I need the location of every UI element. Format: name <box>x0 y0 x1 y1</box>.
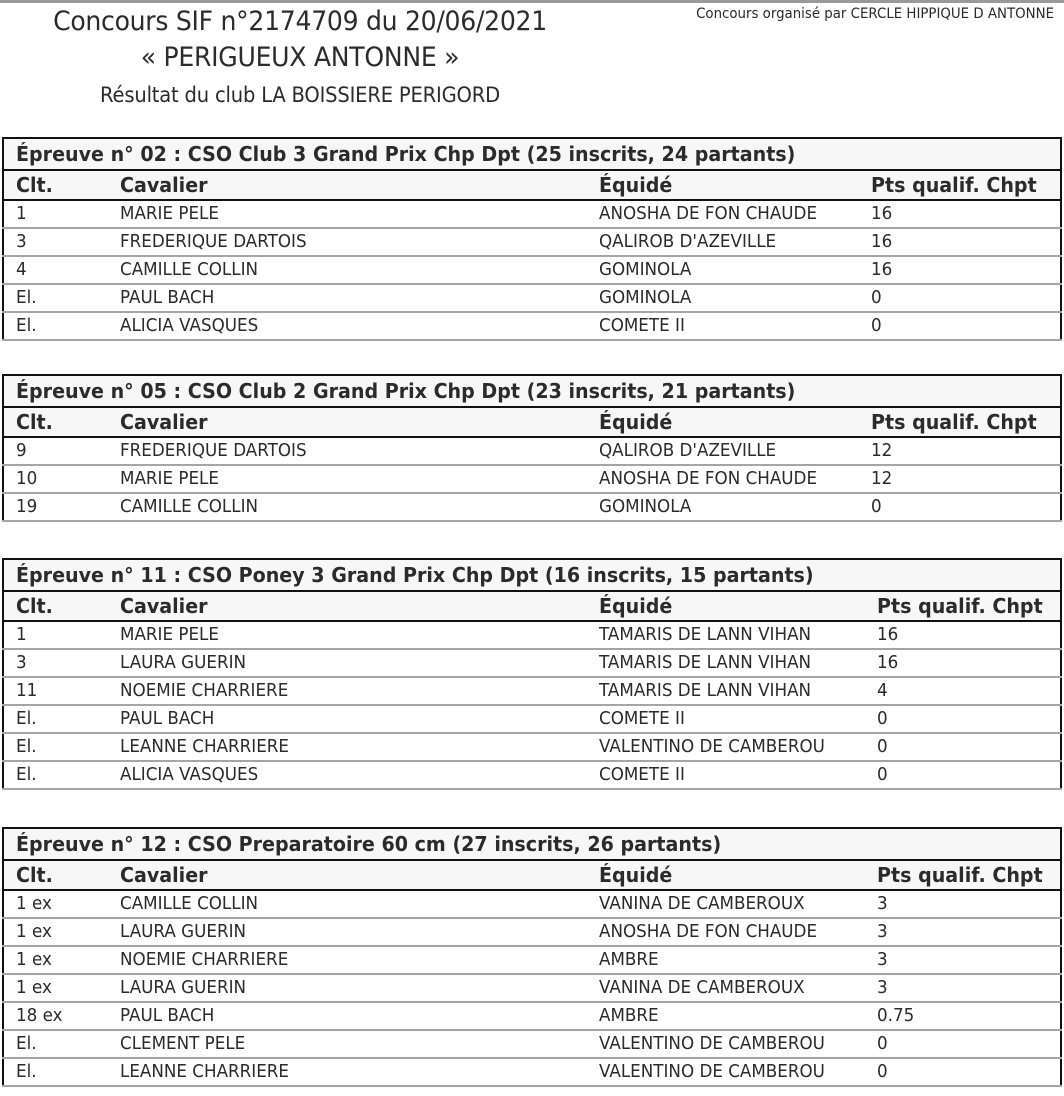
col-horse-value: QALIROB D'AZEVILLE <box>599 440 777 461</box>
col-horse-header-label: Équidé <box>599 410 673 434</box>
col-rank-cell <box>3 493 120 521</box>
col-points-cell <box>877 974 1061 1002</box>
col-rider-cell <box>120 733 599 761</box>
table-row <box>3 890 1061 918</box>
col-rider-value: LAURA GUERIN <box>120 652 247 673</box>
col-rider-header <box>120 408 599 437</box>
col-rider-cell <box>120 228 599 256</box>
col-rank-header-label: Clt. <box>16 594 53 618</box>
col-rider-cell <box>120 284 599 312</box>
col-rank-value: 1 ex <box>16 921 52 942</box>
col-rider-cell <box>120 493 599 521</box>
table-row <box>3 200 1061 228</box>
col-rank-value: 1 ex <box>16 893 52 914</box>
table-row <box>3 437 1061 465</box>
col-horse-value: TAMARIS DE LANN VIHAN <box>599 652 812 673</box>
col-horse-cell <box>599 677 877 705</box>
col-rank-cell <box>3 256 120 284</box>
col-rank-cell <box>3 918 120 946</box>
col-points-cell <box>871 493 1061 521</box>
col-rider-cell <box>120 437 599 465</box>
col-points-cell <box>871 200 1061 228</box>
col-points-header-label: Pts qualif. Chpt <box>877 863 1043 887</box>
col-points-value: 16 <box>877 624 899 645</box>
col-horse-cell <box>599 1058 877 1086</box>
col-points-cell <box>877 733 1061 761</box>
col-horse-value: GOMINOLA <box>599 259 692 280</box>
col-horse-cell <box>599 946 877 974</box>
col-rider-cell <box>120 677 599 705</box>
col-rank-value: 19 <box>16 496 38 517</box>
col-rank-cell <box>3 974 120 1002</box>
col-rank-cell <box>3 284 120 312</box>
col-rank-header-label: Clt. <box>16 173 53 197</box>
col-rank-cell <box>3 1002 120 1030</box>
col-rank-cell <box>3 705 120 733</box>
col-points-value: 0.75 <box>877 1005 915 1026</box>
col-horse-cell <box>599 284 871 312</box>
col-rider-value: LAURA GUERIN <box>120 921 247 942</box>
epreuve-title-text: Épreuve n° 12 : CSO Preparatoire 60 cm (27 inscrits, 26 partants) <box>16 832 722 856</box>
col-rider-cell <box>120 1030 599 1058</box>
table-row <box>3 1030 1061 1058</box>
col-rank-header <box>3 408 120 437</box>
col-rider-value: NOEMIE CHARRIERE <box>120 949 289 970</box>
col-rank-value: 3 <box>16 652 27 673</box>
col-horse-cell <box>599 918 877 946</box>
col-horse-header <box>599 171 871 200</box>
col-rider-value: PAUL BACH <box>120 708 215 729</box>
table-row <box>3 918 1061 946</box>
col-points-value: 3 <box>877 977 888 998</box>
col-rank-cell <box>3 733 120 761</box>
col-rank-value: El. <box>16 315 37 336</box>
col-rank-value: 18 ex <box>16 1005 63 1026</box>
col-rider-value: CAMILLE COLLIN <box>120 893 259 914</box>
epreuve-title-text: Épreuve n° 05 : CSO Club 2 Grand Prix Chp Dpt (23 inscrits, 21 partants) <box>16 379 796 403</box>
col-horse-cell <box>599 437 871 465</box>
col-rank-cell <box>3 946 120 974</box>
col-points-cell <box>877 621 1061 649</box>
col-horse-value: VALENTINO DE CAMBEROU <box>599 1033 825 1054</box>
col-points-cell <box>877 946 1061 974</box>
col-points-value: 0 <box>871 315 882 336</box>
col-horse-value: ANOSHA DE FON CHAUDE <box>599 203 818 224</box>
col-points-value: 0 <box>877 1033 888 1054</box>
col-rider-cell <box>120 200 599 228</box>
col-horse-cell <box>599 312 871 340</box>
col-rank-value: El. <box>16 764 37 785</box>
col-rank-cell <box>3 890 120 918</box>
table-row <box>3 733 1061 761</box>
col-horse-header-label: Équidé <box>599 173 673 197</box>
col-points-value: 12 <box>871 440 893 461</box>
col-rank-cell <box>3 1058 120 1086</box>
table-row <box>3 1058 1061 1086</box>
col-points-value: 0 <box>871 496 882 517</box>
col-horse-value: GOMINOLA <box>599 496 692 517</box>
col-points-header <box>871 171 1061 200</box>
col-horse-cell <box>599 256 871 284</box>
col-rider-value: CAMILLE COLLIN <box>120 496 259 517</box>
col-points-header <box>877 861 1061 890</box>
epreuve-title-text: Épreuve n° 02 : CSO Club 3 Grand Prix Chp Dpt (25 inscrits, 24 partants) <box>16 142 796 166</box>
col-rank-cell <box>3 437 120 465</box>
page-title: Concours SIF n°2174709 du 20/06/2021 <box>53 6 547 37</box>
col-horse-cell <box>599 761 877 789</box>
col-rider-cell <box>120 974 599 1002</box>
table-row <box>3 677 1061 705</box>
col-rank-value: 1 ex <box>16 977 52 998</box>
col-horse-cell <box>599 974 877 1002</box>
col-rider-header <box>120 592 599 621</box>
col-rider-value: LAURA GUERIN <box>120 977 247 998</box>
col-rank-cell <box>3 761 120 789</box>
results-table <box>2 171 1062 341</box>
col-rider-cell <box>120 918 599 946</box>
table-row <box>3 946 1061 974</box>
epreuve-title <box>2 374 1062 408</box>
col-rank-cell <box>3 312 120 340</box>
col-points-cell <box>871 228 1061 256</box>
table-row <box>3 312 1061 340</box>
table-header-row <box>3 408 1061 437</box>
col-rider-cell <box>120 1058 599 1086</box>
table-row <box>3 493 1061 521</box>
col-rider-value: FREDERIQUE DARTOIS <box>120 231 307 252</box>
table-row <box>3 228 1061 256</box>
col-horse-header-label: Équidé <box>599 863 673 887</box>
col-points-header <box>871 408 1061 437</box>
col-points-value: 12 <box>871 468 893 489</box>
col-points-header-label: Pts qualif. Chpt <box>871 173 1037 197</box>
col-rider-value: LEANNE CHARRIERE <box>120 1061 290 1082</box>
col-horse-cell <box>599 1002 877 1030</box>
col-rank-cell <box>3 228 120 256</box>
col-rank-cell <box>3 1030 120 1058</box>
col-horse-cell <box>599 228 871 256</box>
results-table <box>2 592 1062 790</box>
col-points-value: 0 <box>877 1061 888 1082</box>
col-rider-header-label: Cavalier <box>120 594 208 618</box>
col-horse-value: VALENTINO DE CAMBEROU <box>599 736 825 757</box>
col-horse-cell <box>599 493 871 521</box>
col-horse-value: GOMINOLA <box>599 287 692 308</box>
col-horse-cell <box>599 733 877 761</box>
col-rider-value: ALICIA VASQUES <box>120 315 259 336</box>
col-rank-value: 1 ex <box>16 949 52 970</box>
col-points-cell <box>871 465 1061 493</box>
col-rank-value: El. <box>16 1033 37 1054</box>
col-rider-cell <box>120 890 599 918</box>
col-horse-cell <box>599 465 871 493</box>
col-rider-header-label: Cavalier <box>120 173 208 197</box>
col-horse-cell <box>599 705 877 733</box>
col-rider-value: MARIE PELE <box>120 468 219 489</box>
col-rider-value: ALICIA VASQUES <box>120 764 259 785</box>
col-rider-value: MARIE PELE <box>120 203 219 224</box>
table-row <box>3 974 1061 1002</box>
col-points-value: 16 <box>871 203 893 224</box>
col-points-value: 0 <box>871 287 882 308</box>
col-rank-header <box>3 171 120 200</box>
col-horse-header <box>599 592 877 621</box>
event-name: « PERIGUEUX ANTONNE » <box>140 42 460 73</box>
col-horse-value: TAMARIS DE LANN VIHAN <box>599 624 812 645</box>
col-rider-value: CAMILLE COLLIN <box>120 259 259 280</box>
col-points-header-label: Pts qualif. Chpt <box>877 594 1043 618</box>
col-points-cell <box>871 256 1061 284</box>
col-rank-value: El. <box>16 287 37 308</box>
table-row <box>3 621 1061 649</box>
col-rider-header <box>120 171 599 200</box>
col-rank-value: 11 <box>16 680 38 701</box>
epreuve-title <box>2 558 1062 592</box>
top-divider <box>0 0 1064 3</box>
club-subtitle: Résultat du club LA BOISSIERE PERIGORD <box>100 83 500 107</box>
col-rank-header-label: Clt. <box>16 410 53 434</box>
col-horse-header-label: Équidé <box>599 594 673 618</box>
col-points-cell <box>877 677 1061 705</box>
col-rank-header <box>3 592 120 621</box>
col-points-cell <box>877 918 1061 946</box>
col-rank-value: 10 <box>16 468 38 489</box>
col-horse-value: VANINA DE CAMBEROUX <box>599 893 805 914</box>
col-horse-value: COMETE II <box>599 315 685 336</box>
col-points-cell <box>877 705 1061 733</box>
col-rider-cell <box>120 705 599 733</box>
col-rider-cell <box>120 312 599 340</box>
epreuve-section <box>2 558 1062 790</box>
col-rank-cell <box>3 465 120 493</box>
col-points-value: 4 <box>877 680 888 701</box>
col-rider-cell <box>120 1002 599 1030</box>
col-points-header <box>877 592 1061 621</box>
col-horse-value: ANOSHA DE FON CHAUDE <box>599 468 818 489</box>
col-points-cell <box>877 890 1061 918</box>
col-horse-header <box>599 861 877 890</box>
epreuve-title-text: Épreuve n° 11 : CSO Poney 3 Grand Prix Chp Dpt (16 inscrits, 15 partants) <box>16 563 814 587</box>
col-points-cell <box>877 1058 1061 1086</box>
col-points-cell <box>871 437 1061 465</box>
col-rank-cell <box>3 621 120 649</box>
table-row <box>3 256 1061 284</box>
col-rank-header-label: Clt. <box>16 863 53 887</box>
col-rider-header-label: Cavalier <box>120 410 208 434</box>
table-row <box>3 284 1061 312</box>
col-points-cell <box>877 761 1061 789</box>
col-rank-cell <box>3 649 120 677</box>
table-header-row <box>3 592 1061 621</box>
epreuve-section <box>2 827 1062 1087</box>
col-rider-cell <box>120 761 599 789</box>
col-horse-value: AMBRE <box>599 1005 659 1026</box>
organizer-text: Concours organisé par CERCLE HIPPIQUE D ANTONNE <box>696 6 1054 22</box>
table-header-row <box>3 861 1061 890</box>
col-rank-value: El. <box>16 736 37 757</box>
col-points-value: 16 <box>871 231 893 252</box>
col-rank-value: 4 <box>16 259 27 280</box>
col-rider-cell <box>120 621 599 649</box>
col-points-value: 0 <box>877 764 888 785</box>
col-points-cell <box>871 284 1061 312</box>
col-horse-value: VANINA DE CAMBEROUX <box>599 977 805 998</box>
col-points-value: 3 <box>877 921 888 942</box>
table-row <box>3 649 1061 677</box>
col-horse-value: COMETE II <box>599 764 685 785</box>
col-rank-header <box>3 861 120 890</box>
col-points-value: 0 <box>877 736 888 757</box>
col-rank-value: El. <box>16 708 37 729</box>
col-horse-value: COMETE II <box>599 708 685 729</box>
col-horse-value: QALIROB D'AZEVILLE <box>599 231 777 252</box>
col-points-cell <box>877 649 1061 677</box>
col-rider-cell <box>120 465 599 493</box>
col-rank-cell <box>3 200 120 228</box>
col-points-value: 16 <box>877 652 899 673</box>
col-rider-cell <box>120 649 599 677</box>
col-rider-value: LEANNE CHARRIERE <box>120 736 290 757</box>
col-rank-value: 3 <box>16 231 27 252</box>
epreuve-title <box>2 827 1062 861</box>
col-rider-cell <box>120 946 599 974</box>
page-header <box>0 4 600 112</box>
col-points-cell <box>877 1002 1061 1030</box>
results-table <box>2 408 1062 522</box>
col-horse-cell <box>599 649 877 677</box>
table-row <box>3 705 1061 733</box>
epreuve-section <box>2 374 1062 522</box>
col-rank-value: El. <box>16 1061 37 1082</box>
col-rider-value: NOEMIE CHARRIERE <box>120 680 289 701</box>
col-horse-value: AMBRE <box>599 949 659 970</box>
col-horse-header <box>599 408 871 437</box>
col-rider-header <box>120 861 599 890</box>
col-rank-value: 9 <box>16 440 27 461</box>
col-points-header-label: Pts qualif. Chpt <box>871 410 1037 434</box>
col-rider-header-label: Cavalier <box>120 863 208 887</box>
table-row <box>3 1002 1061 1030</box>
col-points-cell <box>871 312 1061 340</box>
table-row <box>3 761 1061 789</box>
col-rider-value: PAUL BACH <box>120 287 215 308</box>
table-header-row <box>3 171 1061 200</box>
col-rider-value: PAUL BACH <box>120 1005 215 1026</box>
col-rank-cell <box>3 677 120 705</box>
col-rider-value: CLEMENT PELE <box>120 1033 246 1054</box>
col-points-value: 16 <box>871 259 893 280</box>
col-horse-cell <box>599 621 877 649</box>
results-table <box>2 861 1062 1087</box>
epreuve-title <box>2 137 1062 171</box>
col-horse-value: VALENTINO DE CAMBEROU <box>599 1061 825 1082</box>
col-rank-value: 1 <box>16 203 27 224</box>
col-horse-value: ANOSHA DE FON CHAUDE <box>599 921 818 942</box>
col-rider-value: FREDERIQUE DARTOIS <box>120 440 307 461</box>
col-points-value: 3 <box>877 949 888 970</box>
col-horse-value: TAMARIS DE LANN VIHAN <box>599 680 812 701</box>
col-horse-cell <box>599 890 877 918</box>
col-horse-cell <box>599 1030 877 1058</box>
col-points-value: 3 <box>877 893 888 914</box>
col-rider-value: MARIE PELE <box>120 624 219 645</box>
epreuve-section <box>2 137 1062 341</box>
col-rider-cell <box>120 256 599 284</box>
col-horse-cell <box>599 200 871 228</box>
col-points-cell <box>877 1030 1061 1058</box>
table-row <box>3 465 1061 493</box>
col-rank-value: 1 <box>16 624 27 645</box>
col-points-value: 0 <box>877 708 888 729</box>
